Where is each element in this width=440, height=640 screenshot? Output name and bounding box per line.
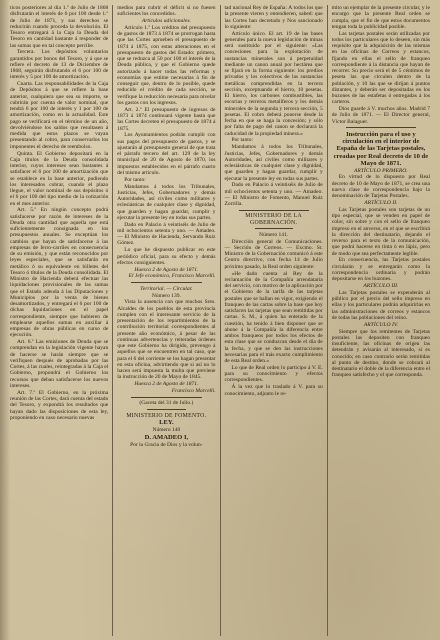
body-paragraph: En virtud de lo dispuesto por Real decreto de 10 de Mayo de 1871, se crea una nueva clase de correspondencia bajo la denominación de Tarjetas Postales. [331,174,430,200]
body-paragraph: Los Ayuntamientos podrán cumplir con sus pagos del presupuesto de gastos, y se ajustarán al presupuesto general de que trata el párrafo tercero del art. 129 de la ley municipal de 20 de Agosto de 1870, los impuestos establecidos en el párrafo cuarto del mismo artículo. [117,132,216,176]
body-paragraph: Art. 5.º En ningún concepto podrá satisfacerse por razón de intereses de la Deuda otra cantidad que aquella que está suficientemente consignada en los presupuestos anuales. Se exceptúan los cambios que hayan de satisfacerse á las empresas de ferro-carriles en consecuencia de su emisión, y que están reconocidos por leyes especiales, que se satisfarán en metálico ó su equivalente en billetes del Tesoro ó títulos de la Deuda consolidada. El Ministro de Hacienda deberá efectuar las liquidaciones provisionales de las sumas que el Estado adeuda á las Diputaciones y Municipios por la venta de bienes desamortizados, y entregará el 6 por 100 de dichas liquidaciones en el papel correspondiente, siempre que hubieren de emplearse aquellos sumas en auxiliar á empresas de obras públicas en curso de ejecución. [10,207,109,339]
body-paragraph: Siempre que los remitentes de Tarjetas postales las depositen con franqueo insuficiente, las oficinas de origen las detendrán y avisarán al interesado, si es conocido; en caso contrario serán remitidas al punto de destino, donde se cobrará al destinatario el doble de la diferencia entre el franqueo satisfecho y el que corresponda. [331,328,430,379]
body-paragraph: Tercera. Los depósitos voluntarios garantidos por bonos del Tesoro, y á que se refiere el decreto de 13 de Diciembre de 1868, seguirán disfrutando el 6 por 100 de interés y 5 por 100 de amortización. [10,49,109,81]
section-heading: ARTÍCULO PRIMERO. [353,167,408,174]
centered-line: Por la Gracia de Dios y la volun- [130,441,203,448]
body-paragraph: En consecuencia, las Tarjetas postales circularán y se entregarán como la correspondencia ordinaria y podrán depositarse en los buzones. [331,257,430,283]
column-divider-rule [131,397,201,398]
column-divider-rule [147,409,185,410]
body-paragraph: Art. 6.º Las emisiones de Deuda que se comprendan en la legislación vigente hayan de hacerse se harán siempre que se verifiquen después de aprobadas por las Cortes, á las cuales, reintegradas á la Caja el Gobierno, propondrá el Gobierno los recursos que deban satisfacerse los nuevos intereses. [10,339,109,389]
column-1 [6,5,112,636]
column-divider-rule [239,210,309,211]
body-paragraph: Art. 7.º El Gobierno, en la próxima reunión de las Cortes, dará cuenta del estado del Tesoro, y expondrá los resultados que hayan dado las disposiciones de esta ley, proponiendo en caso necesario nuevas [10,389,109,421]
section-heading: Artículos adicionales. [141,18,191,25]
signature-line: Francisco Marcelli. [171,388,216,395]
body-paragraph: Dado en Palacio á veintiséis de Julio de mil ochocientos setenta y uno. — Amadeo. — El Ministro de Fomento, Manuel Ruiz Zorrilla. [224,182,323,208]
body-paragraph: Cuarta. Las responsabilidades de la Caja de Depósitos á que se refiere la base anterior, cualquiera que sea su importe, se cubrirán por cuenta de valor nominal, que tendrá 6 por 100 de interés y 1 por 100 de amortización, como en la actualidad. Este pago se verificará en el término de un año, devolviéndose los saldos que resultasen á medida que estos plazos se vayan presentando al cobro, para conservarlos los imponentes el derecho de reembolso. [10,81,109,150]
body-paragraph: Vista la ausencia con que muchos Sres. Alcaldes de los pueblos de esta provincia cumplen con el interesante servicio de la presentación de los repartimientos de la contribución territorial correspondientes al presente año económico, á pesar de las continuas advertencias y reiteradas órdenes que este Gobierno ha dirigido, prevengo á aquellos que se encuentren en tal caso, que para el 6 del corriente se los hagan presentar en esta oficina, advirtiendo que si así no lo hacen será impuesta la multa que previene la instrucción de 20 de Mayo de 1845. [117,299,216,381]
column-divider-rule [131,282,201,283]
body-paragraph: Las Tarjetas postales se expenderán al público por el precio del sello impreso en ellas y los particulares podrán adquirirlas en las administraciones de correos y estancos de todas las poblaciones del reino. [331,289,430,321]
title-block: Instrucción para el uso y circulación en el interior de España de las Tarjetas postales, creadas por Real decreto de 10 de Mayo de 1871. [333,130,429,167]
body-paragraph: «He dado cuenta al Rey de la reclamación de la Compañía arrendataria del servicio, con motivo de la aplicación por el Gobierno de la tarifa de las tarjetas postales que se hallan en vigor, exigiendo el franqueo de las cartas sobre la base que hoy satisfacen las tarjetas que sean remitidas por cartas. S. M., á quien ha enterado de la cuestión, ha tenido á bien disponer que se abone á la Compañía la diferencia entre ambos franqueos por todos los efectos de esta clase que se conduzcan desde el día de la fecha, y que se den las instrucciones necesarias para el más exacto cumplimiento de esta Real orden.» [224,270,323,365]
body-paragraph: medios para cubrir el déficit si no fuesen suficientes los concedidos. [117,5,216,18]
body-paragraph: Las Tarjetas postales son tarjetas de un tipo especial, que se venden en papel de color, sin sobre y con el sello de franqueo impreso en el anverso, en el que se escribirá la dirección del destinatario, dejando el reverso para el texto de la comunicación, que podrá hacerse en tinta ó en lápiz, pero de modo que sea perfectamente legible. [331,206,430,257]
body-paragraph: Art. 2.º El presupuesto de ingresos de 1873 á 1874 continuará vigente hasta que las Cortes decreten el presupuesto de 1874 á 1875. [117,106,216,132]
ministry-heading: MINISTERIO DE LA GOBERNACIÓN. [245,213,302,226]
body-paragraph: Quinta. El Gobierno depositará en la Caja títulos de la Deuda consolidada interior, cuyos intereses sean bastantes á satisfacer el 6 por 100 de amortización que se establece en la base anterior, pudiendo los interesados cobrar, cuando el plazo llegue, el valor nominal de sus depósitos ó el 6 por 100 del tipo medio de la cotización en el mes anterior. [10,150,109,207]
centered-line: (Gaceta del 31 de Julio.) [139,400,194,407]
body-paragraph: Mandamos á todos los Tribunales, Justicias, Jefes, Gobernadores y demás Autoridades, así civiles como militares y eclesiásticas de cualquier clase y dignidad, que guarden y hagan guardar, cumplir y ejecutar la presente ley en todas sus partes. [224,144,323,182]
body-paragraph: mito un ejemplar de la presente circular, y le encargo que la presente Real orden se cumpla, que el fin de que estos documentos tengan toda la publicidad posible. [331,5,430,30]
body-paragraph: Dirección general de Comunicaciones. — Sección de Correos. — Excmo. Sr. Ministro de la Gobernación comunicó á este Centro directivo, con fecha 14 de Julio próximo pasado, la Real orden siguiente: [224,238,323,270]
body-paragraph: Á la vez que lo traslado á V. para su conocimiento, adjunto le re- [224,384,323,397]
date-line: Huesca 2 de Agosto de 1871. [134,266,199,273]
column-2 [112,5,219,636]
body-paragraph: Artículo único. El art. 19 de las bases generales para la nueva legislación de minas será sustituido por el siguiente: «Las concesiones para la explotación de sustancias minerales son á perpetuidad mediante un canon anual por hectárea que se fijará en la forma siguiente: los predios privados y los colectivos de las sustancias metálicas comprendidas en la tercera sección, exceptuando el hierro, 10 pesetas. El hierro, los carbones combustibles, las escorias y terreros metalíferos y los demás minerales de la segunda y tercera sección, 5 pesetas. El cobro deberá ponerse desde la fecha en que se haga la concesión; y sólo por falta de pago del canon se declarará la caducidad de la propiedad minera.» [224,30,323,137]
section-heading: ARTÍCULO II. [364,199,398,206]
body-paragraph: Lo que he dispuesto publicar en este periódico oficial, para su efecto y demás efectos consiguientes. [117,247,216,266]
body-paragraph: Por tanto: [124,176,146,183]
body-paragraph: Por tanto: [231,137,254,144]
column-divider-rule [346,127,416,128]
signature-line: El Jefe económico, Francisco Marcelli. [128,273,216,280]
body-paragraph: Lo que de Real orden lo participo á V. E. para su conocimiento y efectos correspondientes. [224,364,323,384]
body-paragraph: Las tarjetas postales serán utilizadas por todos los particulares que lo deseen, sin más requisito que la adquisición de las mismas en las oficinas de Correos y estancos, fijando en ellas el sello de franqueo correspondiente á la distancia que hayan de recorrer. Su precio será el de 5 céntimos de peseta las que circulen dentro de la población, y 10 las que se dirijan á puntos distantes, y deberán ser depositadas en los buzones de las estafetas ó entregadas á los carteros. [331,30,430,106]
centered-line: Número 139. [151,292,181,299]
body-paragraph: Artículo 1.º Los créditos del presupuesto de gastos de 1873 á 1874 se prorrogan hasta que las Cortes aprueben el presupuesto de 1874 á 1875, con estas alteraciones en el presupuesto de gastos del Estado: primero, que se reduzca al 50 por 100 el interés de la Deuda pública, y que el Gobierno quede autorizado á hacer todas las reformas y economías que estime necesarias á fin de conseguir que, dentro de lo posible, quede reducido el crédito de cada sección, se verifique la reducción necesaria para nivelar los gastos con los ingresos. [117,24,216,106]
column-divider-rule [255,228,293,229]
body-paragraph: Dios guarde á V. muchos años. Madrid 7 de Julio de 1871. — El Director general, Víctor Balaguer. [331,106,430,125]
title-block: LEY. [159,419,174,427]
centered-line: Número 140 [152,427,181,434]
body-paragraph: tad nacional Rey de España: Á todos los que la presente vieren y entendieren, sabed: que las Cortes han decretado y Nos sancionado lo siguiente: [224,5,323,30]
section-heading: ARTÍCULO III. [363,283,399,290]
section-heading: Territorial. — Circular. [140,285,193,292]
ministry-heading: MINISTERIO DE FOMENTO. [126,412,207,419]
body-paragraph: Mandamos á todos los Tribunales, Justicias, Jefes, Gobernadores y demás Autoridades, así civiles como militares y eclesiásticas de cualquier clase y dignidad, que guarden y hagan guardar, cumplir y ejecutar la presente ley en todas sus partes. [117,183,216,221]
section-heading: ARTÍCULO IV. [363,321,398,328]
date-line: Huesca 2 de Agosto de 1871. [134,381,199,388]
centered-line: Número 141. [259,231,289,238]
column-3 [220,5,327,636]
column-4 [327,5,434,636]
title-block: D. AMADEO I, [144,434,189,442]
body-paragraph: Dado en Palacio á veintiséis de Julio de mil ochocientos setenta y uno. — Amadeo. — El Ministro de Hacienda, Servando Ruiz Gómez. [117,221,216,247]
body-paragraph: ticos posteriores al dia 1.º de Julio de 1868 disfrutarán el interés de 6 por 100 desde 1.º de Julio de 1871, y sus derechos se reducirán cuando proceda la devolución. El Tesoro entregará á la Caja la Deuda del Tesoro en cantidad bastante á responder de las sumas que en tal concepto percibe. [10,5,109,49]
